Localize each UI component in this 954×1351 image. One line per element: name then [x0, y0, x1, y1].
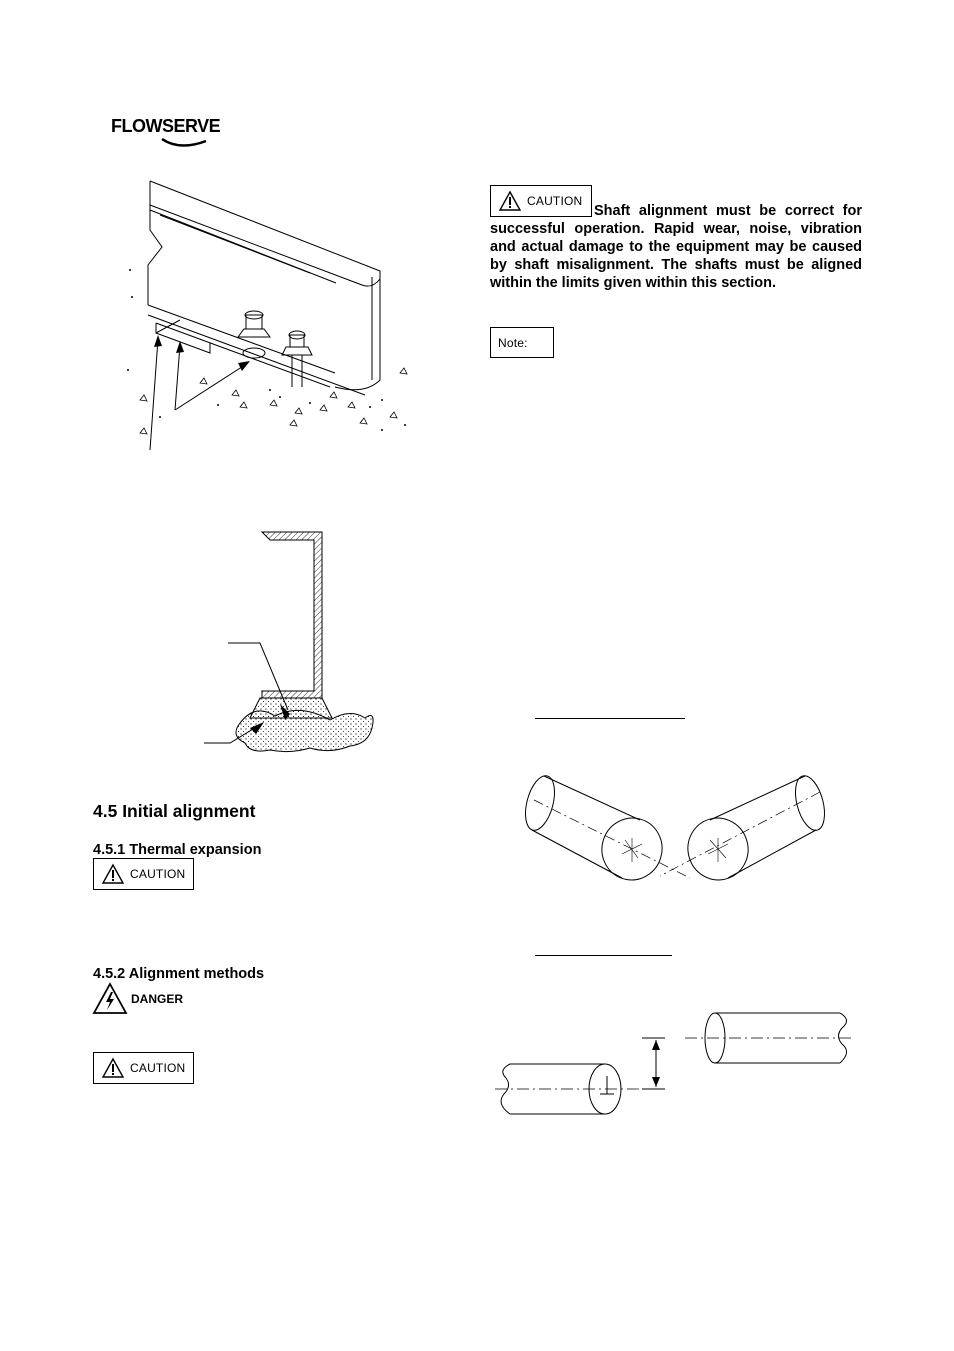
caution-paragraph-text: Shaft alignment must be correct for successful operation. Rapid wear, noise, vibration and actual damage to the equipment may be caused by shaft misalignment. The shafts must be aligned within the limits given within this section. [490, 203, 862, 291]
caution-box-thermal [93, 858, 194, 890]
note-label: Note: [498, 335, 528, 350]
logo-swoosh-icon [160, 137, 220, 153]
section-4-5-2-heading: 4.5.2 Alignment methods [93, 966, 265, 982]
caution-label: CAUTION [130, 1061, 186, 1075]
rule-1 [535, 718, 685, 719]
section-4-5-1-heading: 4.5.1 Thermal expansion [93, 842, 262, 858]
flowserve-logo: FLOWSERVE [111, 116, 221, 136]
warning-triangle-icon [102, 1058, 124, 1078]
note-box [490, 327, 554, 358]
caution-paragraph [490, 202, 862, 292]
warning-triangle-icon [102, 864, 124, 884]
grout-section-figure [200, 528, 385, 763]
danger-symbol [93, 983, 183, 1014]
caution-label: CAUTION [527, 194, 583, 208]
electric-hazard-icon [93, 983, 127, 1014]
angular-misalignment-figure [520, 768, 830, 888]
rule-2 [535, 955, 672, 956]
baseplate-foundation-figure [120, 175, 420, 460]
parallel-offset-figure [490, 1008, 860, 1118]
section-4-5-heading: 4.5 Initial alignment [93, 801, 256, 821]
caution-label: CAUTION [130, 867, 186, 881]
danger-label: DANGER [131, 992, 184, 1006]
caution-box-alignment [93, 1052, 194, 1084]
